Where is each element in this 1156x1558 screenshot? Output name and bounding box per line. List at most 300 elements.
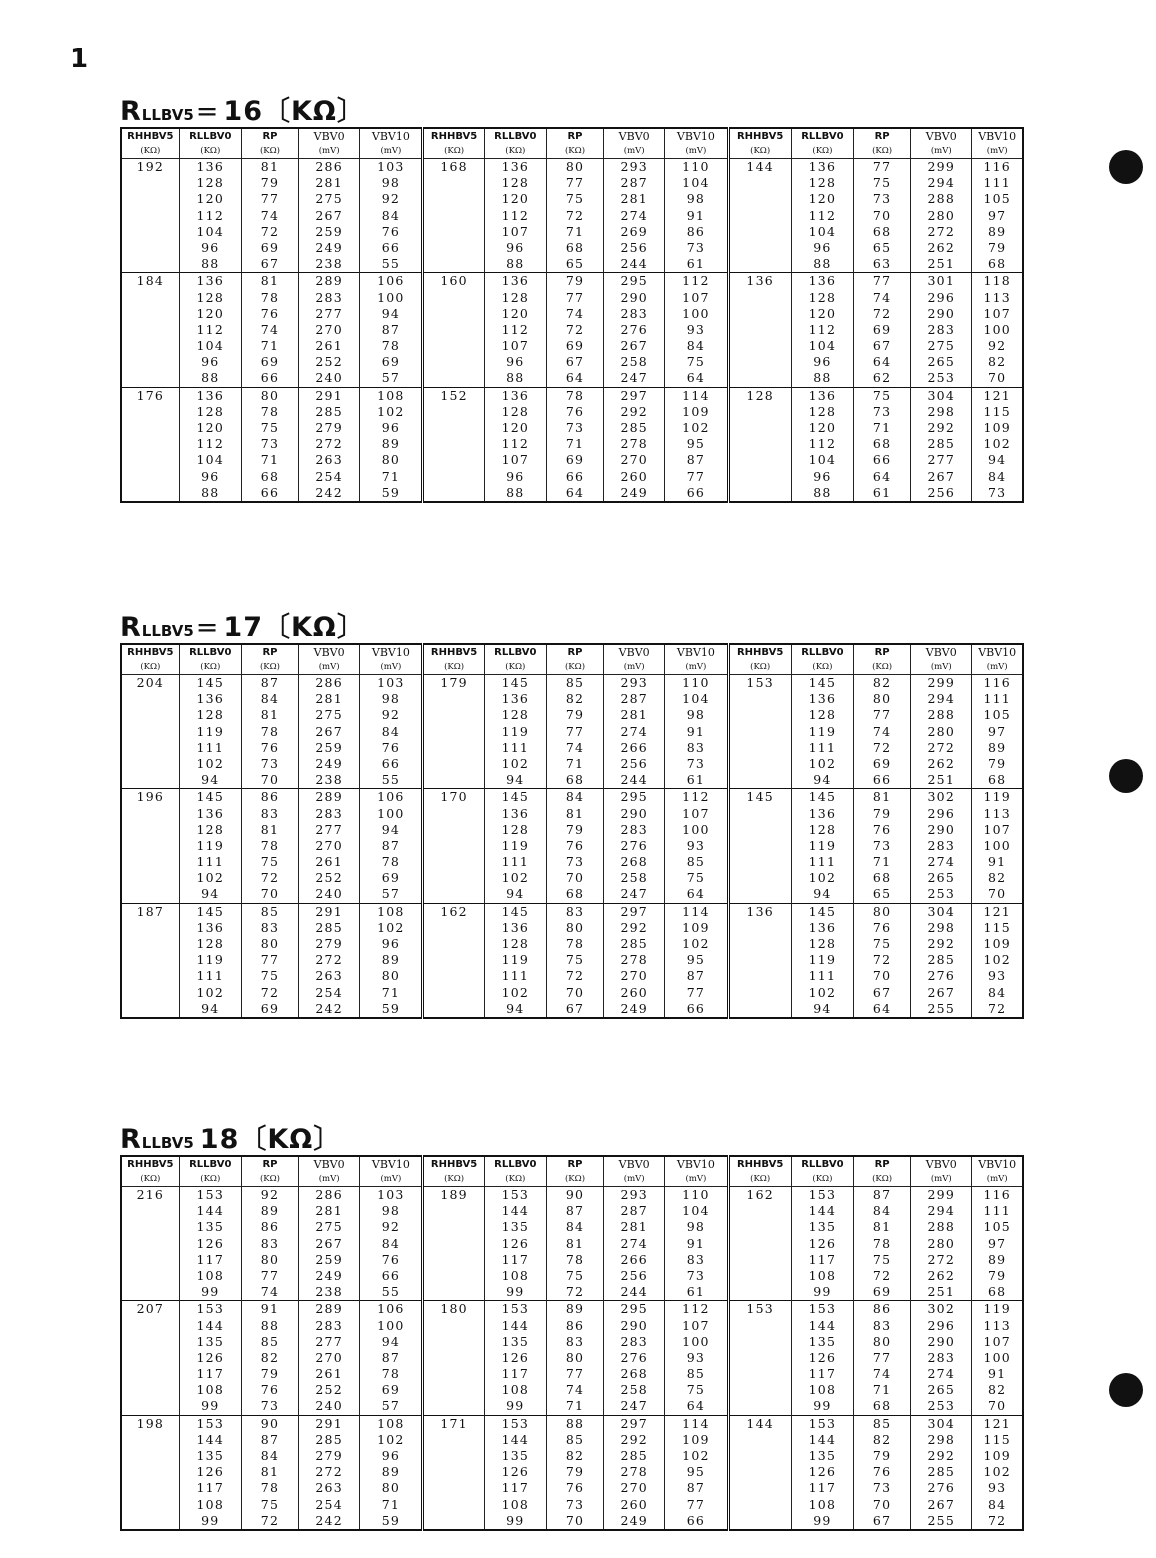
rll-cell: 126 bbox=[179, 1350, 241, 1366]
unit-label: (KΩ) bbox=[121, 661, 179, 675]
rp-cell: 71 bbox=[546, 756, 603, 772]
vbv0-cell: 286 bbox=[299, 675, 360, 692]
rp-cell: 70 bbox=[241, 772, 298, 789]
vbv10-cell: 78 bbox=[360, 338, 423, 354]
rp-cell: 86 bbox=[854, 1301, 911, 1318]
column-header: VBV0 bbox=[911, 128, 972, 145]
column-header: RLLBV0 bbox=[791, 128, 853, 145]
rp-cell: 77 bbox=[241, 191, 298, 207]
vbv10-cell: 105 bbox=[972, 707, 1023, 723]
vbv10-cell: 83 bbox=[665, 740, 728, 756]
vbv10-cell: 73 bbox=[665, 240, 728, 256]
column-header: RP bbox=[546, 1156, 603, 1173]
table-row bbox=[121, 1301, 1023, 1318]
table-row bbox=[121, 789, 1023, 806]
rll-cell: 112 bbox=[484, 208, 546, 224]
rll-cell: 102 bbox=[484, 870, 546, 886]
rll-cell: 119 bbox=[484, 838, 546, 854]
column-header: RP bbox=[854, 644, 911, 661]
unit-label: (KΩ) bbox=[121, 1173, 179, 1187]
rhh-cell bbox=[728, 404, 791, 420]
rll-cell: 119 bbox=[484, 952, 546, 968]
rp-cell: 81 bbox=[241, 159, 298, 176]
rhh-cell bbox=[423, 1513, 484, 1530]
table-row bbox=[121, 985, 1023, 1001]
rp-cell: 86 bbox=[241, 789, 298, 806]
vbv0-cell: 285 bbox=[299, 404, 360, 420]
vbv0-cell: 281 bbox=[299, 691, 360, 707]
vbv10-cell: 114 bbox=[665, 1415, 728, 1432]
rhh-cell bbox=[728, 1252, 791, 1268]
vbv0-cell: 263 bbox=[299, 968, 360, 984]
rp-cell: 68 bbox=[546, 886, 603, 903]
unit-label: (mV) bbox=[604, 145, 665, 159]
vbv10-cell: 84 bbox=[972, 1497, 1023, 1513]
vbv0-cell: 285 bbox=[604, 1448, 665, 1464]
vbv0-cell: 242 bbox=[299, 485, 360, 502]
column-header: VBV0 bbox=[604, 1156, 665, 1173]
vbv0-cell: 244 bbox=[604, 772, 665, 789]
rp-cell: 85 bbox=[854, 1415, 911, 1432]
title-equals: = bbox=[195, 612, 220, 643]
vbv10-cell: 113 bbox=[972, 1318, 1023, 1334]
vbv0-cell: 299 bbox=[911, 675, 972, 692]
vbv10-cell: 91 bbox=[972, 1366, 1023, 1382]
rll-cell: 88 bbox=[179, 485, 241, 502]
rll-cell: 153 bbox=[179, 1187, 241, 1204]
unit-label: (KΩ) bbox=[179, 1173, 241, 1187]
rhh-cell bbox=[728, 1464, 791, 1480]
rp-cell: 81 bbox=[241, 273, 298, 290]
vbv0-cell: 296 bbox=[911, 1318, 972, 1334]
table-row bbox=[121, 1284, 1023, 1301]
rll-cell: 112 bbox=[791, 208, 853, 224]
rhh-cell: 171 bbox=[423, 1415, 484, 1432]
rp-cell: 83 bbox=[854, 1318, 911, 1334]
rll-cell: 126 bbox=[791, 1350, 853, 1366]
vbv0-cell: 293 bbox=[604, 675, 665, 692]
rp-cell: 88 bbox=[546, 1415, 603, 1432]
vbv0-cell: 240 bbox=[299, 886, 360, 903]
rhh-cell: 144 bbox=[728, 159, 791, 176]
rhh-cell bbox=[728, 822, 791, 838]
rhh-cell bbox=[121, 691, 179, 707]
rhh-cell bbox=[728, 1219, 791, 1235]
vbv10-cell: 105 bbox=[972, 1219, 1023, 1235]
rp-cell: 78 bbox=[241, 290, 298, 306]
rp-cell: 75 bbox=[241, 1497, 298, 1513]
vbv0-cell: 277 bbox=[911, 452, 972, 468]
vbv10-cell: 102 bbox=[665, 936, 728, 952]
rll-cell: 111 bbox=[179, 740, 241, 756]
rll-cell: 145 bbox=[179, 675, 241, 692]
rhh-cell bbox=[423, 1432, 484, 1448]
vbv0-cell: 267 bbox=[911, 469, 972, 485]
rhh-cell bbox=[728, 756, 791, 772]
rhh-cell bbox=[423, 1382, 484, 1398]
rp-cell: 80 bbox=[854, 1334, 911, 1350]
rp-cell: 80 bbox=[854, 903, 911, 920]
rhh-cell bbox=[728, 436, 791, 452]
rll-cell: 88 bbox=[484, 485, 546, 502]
vbv10-cell: 109 bbox=[972, 936, 1023, 952]
rhh-cell bbox=[423, 886, 484, 903]
vbv0-cell: 290 bbox=[604, 806, 665, 822]
rhh-cell bbox=[728, 838, 791, 854]
rhh-cell bbox=[121, 1252, 179, 1268]
table-row bbox=[121, 1334, 1023, 1350]
rp-cell: 84 bbox=[854, 1203, 911, 1219]
rll-cell: 88 bbox=[791, 256, 853, 273]
vbv10-cell: 100 bbox=[360, 806, 423, 822]
rhh-cell bbox=[121, 240, 179, 256]
rp-cell: 87 bbox=[546, 1203, 603, 1219]
rhh-cell bbox=[121, 485, 179, 502]
rhh-cell bbox=[121, 870, 179, 886]
rll-cell: 128 bbox=[484, 707, 546, 723]
vbv10-cell: 72 bbox=[972, 1001, 1023, 1018]
rhh-cell: 176 bbox=[121, 387, 179, 404]
column-header: VBV0 bbox=[299, 128, 360, 145]
rhh-cell bbox=[121, 756, 179, 772]
rll-cell: 111 bbox=[179, 854, 241, 870]
vbv0-cell: 268 bbox=[604, 854, 665, 870]
rp-cell: 68 bbox=[854, 436, 911, 452]
rll-cell: 135 bbox=[179, 1334, 241, 1350]
rhh-cell bbox=[728, 920, 791, 936]
vbv10-cell: 98 bbox=[360, 175, 423, 191]
rll-cell: 108 bbox=[179, 1497, 241, 1513]
unit-label: (KΩ) bbox=[484, 661, 546, 675]
vbv10-cell: 100 bbox=[360, 290, 423, 306]
binder-hole-top bbox=[1109, 150, 1143, 184]
table-section-18k bbox=[120, 1125, 1024, 1531]
rhh-cell bbox=[423, 240, 484, 256]
table-row bbox=[121, 724, 1023, 740]
rhh-cell bbox=[423, 920, 484, 936]
rll-cell: 145 bbox=[179, 903, 241, 920]
rp-cell: 74 bbox=[546, 306, 603, 322]
rll-cell: 135 bbox=[179, 1448, 241, 1464]
rll-cell: 88 bbox=[484, 370, 546, 387]
rll-cell: 104 bbox=[179, 452, 241, 468]
rll-cell: 96 bbox=[484, 240, 546, 256]
rp-cell: 80 bbox=[546, 920, 603, 936]
rp-cell: 75 bbox=[241, 968, 298, 984]
rp-cell: 71 bbox=[546, 1398, 603, 1415]
title-value: 18〔KΩ〕 bbox=[199, 1124, 342, 1155]
rll-cell: 104 bbox=[179, 224, 241, 240]
vbv0-cell: 267 bbox=[911, 1497, 972, 1513]
vbv10-cell: 61 bbox=[665, 1284, 728, 1301]
rp-cell: 76 bbox=[854, 1464, 911, 1480]
rll-cell: 120 bbox=[179, 306, 241, 322]
table-row bbox=[121, 452, 1023, 468]
rll-cell: 108 bbox=[484, 1268, 546, 1284]
rhh-cell bbox=[121, 838, 179, 854]
vbv0-cell: 255 bbox=[911, 1513, 972, 1530]
rhh-cell bbox=[423, 1268, 484, 1284]
unit-label: (KΩ) bbox=[484, 1173, 546, 1187]
rll-cell: 104 bbox=[791, 224, 853, 240]
rll-cell: 96 bbox=[791, 240, 853, 256]
table-row bbox=[121, 1268, 1023, 1284]
rll-cell: 136 bbox=[484, 691, 546, 707]
rll-cell: 99 bbox=[484, 1284, 546, 1301]
vbv10-cell: 104 bbox=[665, 1203, 728, 1219]
vbv10-cell: 84 bbox=[360, 1236, 423, 1252]
table-row bbox=[121, 1464, 1023, 1480]
rp-cell: 68 bbox=[241, 469, 298, 485]
rp-cell: 72 bbox=[546, 322, 603, 338]
rll-cell: 107 bbox=[484, 338, 546, 354]
rhh-cell bbox=[728, 420, 791, 436]
rp-cell: 67 bbox=[241, 256, 298, 273]
vbv10-cell: 94 bbox=[360, 1334, 423, 1350]
binder-hole-bottom bbox=[1109, 1373, 1143, 1407]
rll-cell: 153 bbox=[179, 1415, 241, 1432]
vbv10-cell: 70 bbox=[972, 886, 1023, 903]
vbv0-cell: 298 bbox=[911, 404, 972, 420]
rll-cell: 117 bbox=[484, 1252, 546, 1268]
vbv10-cell: 102 bbox=[360, 1432, 423, 1448]
vbv10-cell: 93 bbox=[972, 968, 1023, 984]
rhh-cell bbox=[121, 256, 179, 273]
table-row bbox=[121, 1318, 1023, 1334]
vbv0-cell: 295 bbox=[604, 273, 665, 290]
vbv10-cell: 94 bbox=[972, 452, 1023, 468]
vbv10-cell: 87 bbox=[665, 1480, 728, 1496]
rhh-cell bbox=[728, 936, 791, 952]
rp-cell: 72 bbox=[241, 1513, 298, 1530]
table-row bbox=[121, 1219, 1023, 1235]
vbv0-cell: 283 bbox=[911, 1350, 972, 1366]
rhh-cell bbox=[121, 1513, 179, 1530]
vbv0-cell: 242 bbox=[299, 1513, 360, 1530]
rll-cell: 112 bbox=[791, 436, 853, 452]
vbv0-cell: 291 bbox=[299, 903, 360, 920]
rhh-cell bbox=[121, 968, 179, 984]
vbv10-cell: 89 bbox=[360, 952, 423, 968]
rhh-cell: 136 bbox=[728, 273, 791, 290]
rhh-cell bbox=[121, 822, 179, 838]
column-header: VBV10 bbox=[665, 644, 728, 661]
vbv0-cell: 285 bbox=[911, 952, 972, 968]
rhh-cell bbox=[423, 740, 484, 756]
rp-cell: 75 bbox=[854, 936, 911, 952]
rll-cell: 99 bbox=[484, 1398, 546, 1415]
rhh-cell: 189 bbox=[423, 1187, 484, 1204]
rhh-cell bbox=[423, 404, 484, 420]
rhh-cell bbox=[423, 290, 484, 306]
table-title bbox=[120, 1125, 1024, 1155]
rp-cell: 70 bbox=[854, 968, 911, 984]
vbv10-cell: 75 bbox=[665, 870, 728, 886]
vbv10-cell: 111 bbox=[972, 691, 1023, 707]
rll-cell: 111 bbox=[484, 968, 546, 984]
rhh-cell bbox=[121, 1366, 179, 1382]
rp-cell: 70 bbox=[546, 985, 603, 1001]
rll-cell: 104 bbox=[791, 452, 853, 468]
rll-cell: 102 bbox=[179, 756, 241, 772]
vbv10-cell: 80 bbox=[360, 968, 423, 984]
rp-cell: 77 bbox=[546, 724, 603, 740]
rhh-cell bbox=[423, 822, 484, 838]
rhh-cell bbox=[121, 1236, 179, 1252]
rp-cell: 87 bbox=[241, 1432, 298, 1448]
rp-cell: 80 bbox=[546, 159, 603, 176]
table-row bbox=[121, 772, 1023, 789]
rhh-cell bbox=[728, 1203, 791, 1219]
vbv10-cell: 79 bbox=[972, 756, 1023, 772]
vbv0-cell: 267 bbox=[911, 985, 972, 1001]
vbv10-cell: 119 bbox=[972, 789, 1023, 806]
table-row bbox=[121, 903, 1023, 920]
rhh-cell bbox=[728, 322, 791, 338]
vbv0-cell: 274 bbox=[604, 724, 665, 740]
table-row bbox=[121, 436, 1023, 452]
rll-cell: 102 bbox=[179, 985, 241, 1001]
rll-cell: 96 bbox=[484, 354, 546, 370]
rp-cell: 78 bbox=[241, 838, 298, 854]
vbv10-cell: 71 bbox=[360, 985, 423, 1001]
vbv10-cell: 80 bbox=[360, 452, 423, 468]
rp-cell: 78 bbox=[241, 1480, 298, 1496]
rll-cell: 153 bbox=[791, 1301, 853, 1318]
rhh-cell bbox=[121, 370, 179, 387]
unit-label: (mV) bbox=[911, 1173, 972, 1187]
vbv0-cell: 267 bbox=[604, 338, 665, 354]
vbv10-cell: 100 bbox=[665, 1334, 728, 1350]
vbv0-cell: 288 bbox=[911, 1219, 972, 1235]
rhh-cell: 162 bbox=[728, 1187, 791, 1204]
rll-cell: 112 bbox=[484, 436, 546, 452]
rhh-cell: 160 bbox=[423, 273, 484, 290]
rll-cell: 144 bbox=[791, 1203, 853, 1219]
table-row bbox=[121, 806, 1023, 822]
vbv10-cell: 75 bbox=[665, 354, 728, 370]
rll-cell: 94 bbox=[484, 1001, 546, 1018]
rll-cell: 136 bbox=[179, 920, 241, 936]
rp-cell: 66 bbox=[241, 485, 298, 502]
rp-cell: 73 bbox=[546, 420, 603, 436]
rp-cell: 84 bbox=[546, 1219, 603, 1235]
rhh-cell bbox=[423, 1001, 484, 1018]
rll-cell: 128 bbox=[484, 290, 546, 306]
vbv0-cell: 302 bbox=[911, 1301, 972, 1318]
rp-cell: 76 bbox=[241, 740, 298, 756]
rhh-cell bbox=[121, 1334, 179, 1350]
rp-cell: 77 bbox=[546, 290, 603, 306]
vbv0-cell: 283 bbox=[299, 1318, 360, 1334]
vbv0-cell: 272 bbox=[911, 740, 972, 756]
unit-label: (KΩ) bbox=[179, 145, 241, 159]
vbv10-cell: 102 bbox=[972, 436, 1023, 452]
rhh-cell bbox=[423, 1284, 484, 1301]
rhh-cell: 144 bbox=[728, 1415, 791, 1432]
rhh-cell bbox=[121, 985, 179, 1001]
rll-cell: 102 bbox=[791, 985, 853, 1001]
table-row bbox=[121, 370, 1023, 387]
rp-cell: 88 bbox=[241, 1318, 298, 1334]
rp-cell: 68 bbox=[854, 870, 911, 886]
table-row bbox=[121, 822, 1023, 838]
rll-cell: 119 bbox=[179, 838, 241, 854]
rhh-cell bbox=[423, 1334, 484, 1350]
rll-cell: 136 bbox=[791, 691, 853, 707]
rp-cell: 65 bbox=[854, 886, 911, 903]
rhh-cell bbox=[121, 306, 179, 322]
rll-cell: 136 bbox=[179, 806, 241, 822]
rll-cell: 120 bbox=[179, 191, 241, 207]
rll-cell: 128 bbox=[791, 404, 853, 420]
rll-cell: 119 bbox=[791, 952, 853, 968]
rp-cell: 82 bbox=[854, 675, 911, 692]
rp-cell: 85 bbox=[241, 903, 298, 920]
vbv10-cell: 94 bbox=[360, 822, 423, 838]
vbv10-cell: 112 bbox=[665, 1301, 728, 1318]
rhh-cell bbox=[423, 306, 484, 322]
vbv10-cell: 64 bbox=[665, 370, 728, 387]
rll-cell: 94 bbox=[791, 772, 853, 789]
vbv0-cell: 297 bbox=[604, 1415, 665, 1432]
rhh-cell bbox=[121, 290, 179, 306]
rhh-cell bbox=[121, 175, 179, 191]
vbv10-cell: 107 bbox=[972, 822, 1023, 838]
rp-cell: 85 bbox=[241, 1334, 298, 1350]
rll-cell: 119 bbox=[791, 724, 853, 740]
table-row bbox=[121, 420, 1023, 436]
rll-cell: 117 bbox=[791, 1480, 853, 1496]
vbv0-cell: 280 bbox=[911, 208, 972, 224]
table-row bbox=[121, 1448, 1023, 1464]
rll-cell: 136 bbox=[791, 387, 853, 404]
column-header: RLLBV0 bbox=[484, 128, 546, 145]
vbv10-cell: 111 bbox=[972, 175, 1023, 191]
vbv10-cell: 77 bbox=[665, 1497, 728, 1513]
rp-cell: 68 bbox=[854, 224, 911, 240]
vbv10-cell: 82 bbox=[972, 1382, 1023, 1398]
vbv10-cell: 87 bbox=[665, 452, 728, 468]
rp-cell: 71 bbox=[241, 452, 298, 468]
vbv10-cell: 100 bbox=[972, 1350, 1023, 1366]
rp-cell: 76 bbox=[241, 306, 298, 322]
vbv0-cell: 281 bbox=[604, 191, 665, 207]
rll-cell: 102 bbox=[484, 985, 546, 1001]
table-row bbox=[121, 936, 1023, 952]
rhh-cell bbox=[423, 452, 484, 468]
vbv0-cell: 279 bbox=[299, 1448, 360, 1464]
vbv0-cell: 251 bbox=[911, 1284, 972, 1301]
vbv0-cell: 287 bbox=[604, 1203, 665, 1219]
rp-cell: 72 bbox=[854, 1268, 911, 1284]
rp-cell: 90 bbox=[546, 1187, 603, 1204]
rhh-cell bbox=[728, 1382, 791, 1398]
rll-cell: 128 bbox=[484, 404, 546, 420]
rhh-cell bbox=[121, 469, 179, 485]
column-header: RHHBV5 bbox=[728, 644, 791, 661]
rll-cell: 117 bbox=[791, 1366, 853, 1382]
vbv0-cell: 274 bbox=[604, 1236, 665, 1252]
unit-label: (mV) bbox=[665, 661, 728, 675]
unit-label: (mV) bbox=[299, 661, 360, 675]
vbv0-cell: 283 bbox=[911, 838, 972, 854]
vbv0-cell: 268 bbox=[604, 1366, 665, 1382]
unit-label: (KΩ) bbox=[791, 1173, 853, 1187]
vbv0-cell: 302 bbox=[911, 789, 972, 806]
rp-cell: 84 bbox=[241, 1448, 298, 1464]
vbv0-cell: 258 bbox=[604, 870, 665, 886]
